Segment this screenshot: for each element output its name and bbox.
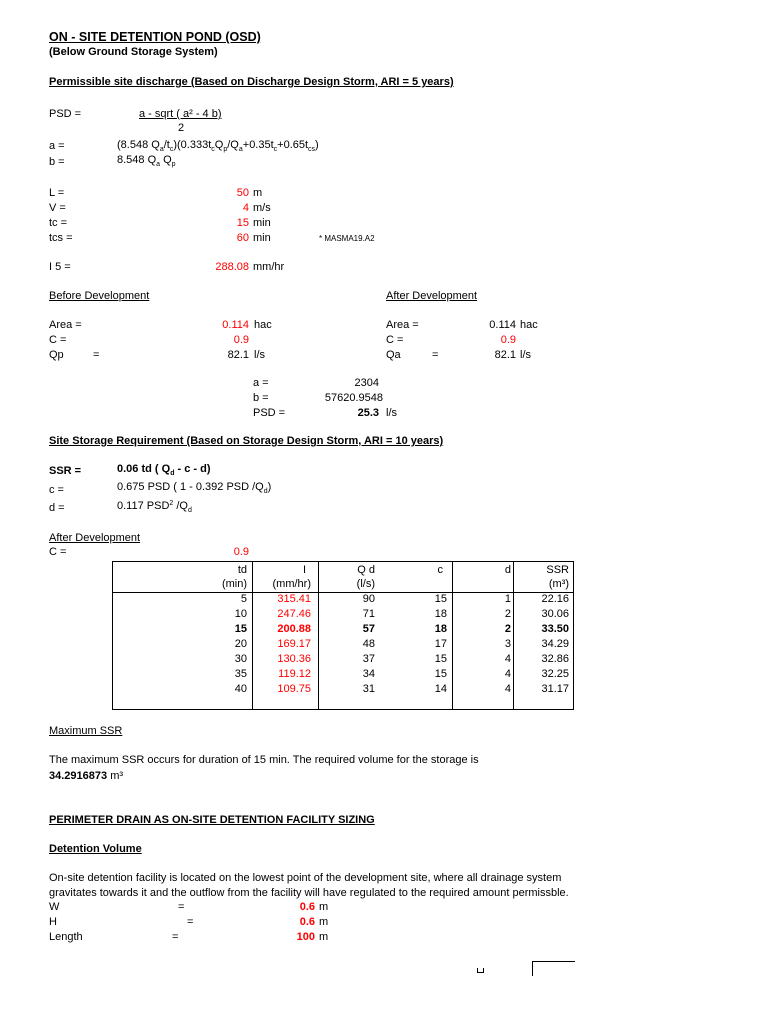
table-unit: (m³) bbox=[548, 578, 569, 590]
table-cell: 18 bbox=[434, 608, 447, 620]
w-unit: m bbox=[319, 901, 329, 913]
param-unit-tcs: min bbox=[253, 232, 271, 244]
page-subtitle: (Below Ground Storage System) bbox=[49, 46, 218, 58]
w-label: W bbox=[49, 901, 60, 913]
param-value-l: 50 bbox=[236, 187, 249, 199]
param-label-tcs: tcs = bbox=[49, 232, 73, 244]
table-cell: 33.50 bbox=[541, 623, 569, 635]
table-cell: 10 bbox=[234, 608, 247, 620]
cell-border-decoration bbox=[532, 961, 575, 976]
before-c-label: C = bbox=[49, 334, 67, 346]
param-value-tcs: 60 bbox=[236, 232, 249, 244]
psd-numerator: a - sqrt ( a² - 4 b) bbox=[139, 108, 222, 120]
intensity-unit: mm/hr bbox=[253, 261, 285, 273]
after-q-unit: l/s bbox=[520, 349, 531, 361]
max-ssr-result bbox=[49, 771, 123, 782]
max-ssr-text: The maximum SSR occurs for duration of 15 min. The required volume for the storage is bbox=[49, 754, 479, 766]
table-cell: 30.06 bbox=[541, 608, 569, 620]
before-c-value: 0.9 bbox=[233, 334, 249, 346]
table-cell: 4 bbox=[504, 683, 511, 695]
table-cell: 4 bbox=[504, 653, 511, 665]
table-cell: 169.17 bbox=[277, 638, 311, 650]
w-eq: = bbox=[178, 901, 185, 913]
table-cell: 90 bbox=[362, 593, 375, 605]
psd-label: PSD = bbox=[49, 108, 82, 120]
after-c-label: C = bbox=[386, 334, 404, 346]
before-q-eq: = bbox=[93, 349, 100, 361]
table-header: c bbox=[437, 564, 443, 576]
a-formula: (8.548 $Q_a/t_c)(0.333t_cQ_p/Q_a+0.35t_c+0.65t_{cs})$ bbox=[117, 139, 319, 153]
table-cell: 1 bbox=[504, 593, 511, 605]
table-cell: 315.41 bbox=[277, 593, 311, 605]
table-cell: 15 bbox=[434, 668, 447, 680]
after-q-label: Qa bbox=[386, 349, 401, 361]
result-a-value: 2304 bbox=[354, 377, 379, 389]
table-cell: 37 bbox=[362, 653, 375, 665]
before-area-label: Area = bbox=[49, 319, 82, 331]
after-q-value: 82.1 bbox=[494, 349, 516, 361]
table-cell: 3 bbox=[504, 638, 511, 650]
after-area-unit: hac bbox=[520, 319, 538, 331]
w-value: 0.6 bbox=[299, 901, 315, 913]
h-label: H bbox=[49, 916, 57, 928]
after-q-eq: = bbox=[432, 349, 439, 361]
param-unit-l: m bbox=[253, 187, 263, 199]
table-cell: 48 bbox=[362, 638, 375, 650]
intensity-label: I 5 = bbox=[49, 261, 71, 273]
table-cell: 247.46 bbox=[277, 608, 311, 620]
cell-marker-decoration bbox=[477, 968, 484, 973]
table-cell: 31.17 bbox=[541, 683, 569, 695]
table-cell: 109.75 bbox=[277, 683, 311, 695]
table-cell: 22.16 bbox=[541, 593, 569, 605]
max-ssr-unit: m³ bbox=[110, 770, 124, 782]
table-cell: 34 bbox=[362, 668, 375, 680]
table-cell: 30 bbox=[234, 653, 247, 665]
result-psd-unit: l/s bbox=[386, 407, 397, 419]
table-cell: 35 bbox=[234, 668, 247, 680]
b-label: b = bbox=[49, 156, 65, 168]
table-cell: 32.25 bbox=[541, 668, 569, 680]
result-psd-label: PSD = bbox=[253, 407, 286, 419]
param-value-tc: 15 bbox=[236, 217, 249, 229]
table-cell: 14 bbox=[434, 683, 447, 695]
param-label-l: L = bbox=[49, 187, 65, 199]
param-value-v: 4 bbox=[242, 202, 249, 214]
before-q-value: 82.1 bbox=[227, 349, 249, 361]
result-psd-value: 25.3 bbox=[357, 407, 379, 419]
after-area-label: Area = bbox=[386, 319, 419, 331]
param-label-v: V = bbox=[49, 202, 66, 214]
ssr-c-value: 0.9 bbox=[233, 546, 249, 558]
ssr-heading: Site Storage Requirement (Based on Storage Design Storm, ARI = 10 years) bbox=[49, 435, 444, 447]
intensity-value: 288.08 bbox=[215, 261, 249, 273]
table-cell: 32.86 bbox=[541, 653, 569, 665]
before-q-label: Qp bbox=[49, 349, 64, 361]
table-cell: 15 bbox=[434, 593, 447, 605]
before-q-unit: l/s bbox=[254, 349, 265, 361]
table-unit: (min) bbox=[221, 578, 247, 590]
result-a-label: a = bbox=[253, 377, 269, 389]
table-header: d bbox=[504, 564, 511, 576]
table-cell: 57 bbox=[362, 623, 375, 635]
table-header: td bbox=[237, 564, 247, 576]
after-dev-heading: After Development bbox=[386, 290, 478, 302]
table-cell: 40 bbox=[234, 683, 247, 695]
h-eq: = bbox=[187, 916, 194, 928]
table-cell: 71 bbox=[362, 608, 375, 620]
table-unit: (l/s) bbox=[356, 578, 375, 590]
ssr-label: SSR = bbox=[49, 465, 82, 477]
table-cell: 200.88 bbox=[277, 623, 311, 635]
detention-volume-heading: Detention Volume bbox=[49, 843, 142, 855]
d-formula: 0.117 PSD$^2$ $/Q_d$ bbox=[117, 500, 192, 514]
after-area-value: 0.114 bbox=[489, 319, 516, 331]
table-header: SSR bbox=[546, 564, 569, 576]
perimeter-text-2: gravitates towards it and the outflow from the facility will have regulated to the required amount permissble. bbox=[49, 887, 569, 899]
c-formula: 0.675 PSD ( 1 - 0.392 PSD $/Q_d$) bbox=[117, 481, 272, 495]
table-header: I bbox=[302, 564, 306, 576]
ssr-c-label: C = bbox=[49, 546, 67, 558]
length-label: Length bbox=[49, 931, 83, 943]
page-title: ON - SITE DETENTION POND (OSD) bbox=[49, 30, 261, 44]
param-label-tc: tc = bbox=[49, 217, 68, 229]
table-cell: 4 bbox=[504, 668, 511, 680]
max-ssr-value: 34.2916873 bbox=[49, 770, 108, 782]
table-cell: 2 bbox=[504, 623, 511, 635]
length-eq: = bbox=[172, 931, 179, 943]
table-cell: 34.29 bbox=[541, 638, 569, 650]
masma-note: * MASMA19.A2 bbox=[319, 234, 375, 243]
perimeter-heading: PERIMETER DRAIN AS ON-SITE DETENTION FACILITY SIZING bbox=[49, 814, 375, 826]
max-ssr-heading: Maximum SSR bbox=[49, 725, 123, 737]
before-area-unit: hac bbox=[254, 319, 272, 331]
table-unit: (mm/hr) bbox=[272, 578, 311, 590]
table-cell: 20 bbox=[234, 638, 247, 650]
result-b-value: 57620.9548 bbox=[324, 392, 383, 404]
ssr-formula: 0.06 td ( $Q_d$ - c - d) bbox=[117, 463, 211, 477]
psd-denominator: 2 bbox=[178, 122, 185, 134]
a-label: a = bbox=[49, 140, 65, 152]
table-cell: 5 bbox=[240, 593, 247, 605]
c-label: c = bbox=[49, 484, 64, 496]
length-value: 100 bbox=[296, 931, 315, 943]
length-unit: m bbox=[319, 931, 329, 943]
param-unit-tc: min bbox=[253, 217, 271, 229]
before-dev-heading: Before Development bbox=[49, 290, 150, 302]
psd-heading: Permissible site discharge (Based on Discharge Design Storm, ARI = 5 years) bbox=[49, 76, 454, 88]
param-unit-v: m/s bbox=[253, 202, 271, 214]
table-cell: 17 bbox=[434, 638, 447, 650]
table-cell: 130.36 bbox=[277, 653, 311, 665]
table-cell: 18 bbox=[434, 623, 447, 635]
table-cell: 31 bbox=[362, 683, 375, 695]
table-header-rule bbox=[113, 592, 573, 593]
ssr-after-dev-heading: After Development bbox=[49, 532, 141, 544]
table-cell: 15 bbox=[234, 623, 247, 635]
before-area-value: 0.114 bbox=[222, 319, 249, 331]
table-cell: 2 bbox=[504, 608, 511, 620]
after-c-value: 0.9 bbox=[500, 334, 516, 346]
perimeter-text-1: On-site detention facility is located on the lowest point of the development site, where all drainage system bbox=[49, 872, 562, 884]
table-header: Q d bbox=[357, 564, 375, 576]
result-b-label: b = bbox=[253, 392, 269, 404]
ssr-table bbox=[112, 561, 574, 710]
b-formula: 8.548 $Q_a$ $Q_p$ bbox=[117, 154, 176, 168]
h-value: 0.6 bbox=[299, 916, 315, 928]
h-unit: m bbox=[319, 916, 329, 928]
d-label: d = bbox=[49, 502, 65, 514]
table-cell: 15 bbox=[434, 653, 447, 665]
table-cell: 119.12 bbox=[278, 668, 311, 680]
